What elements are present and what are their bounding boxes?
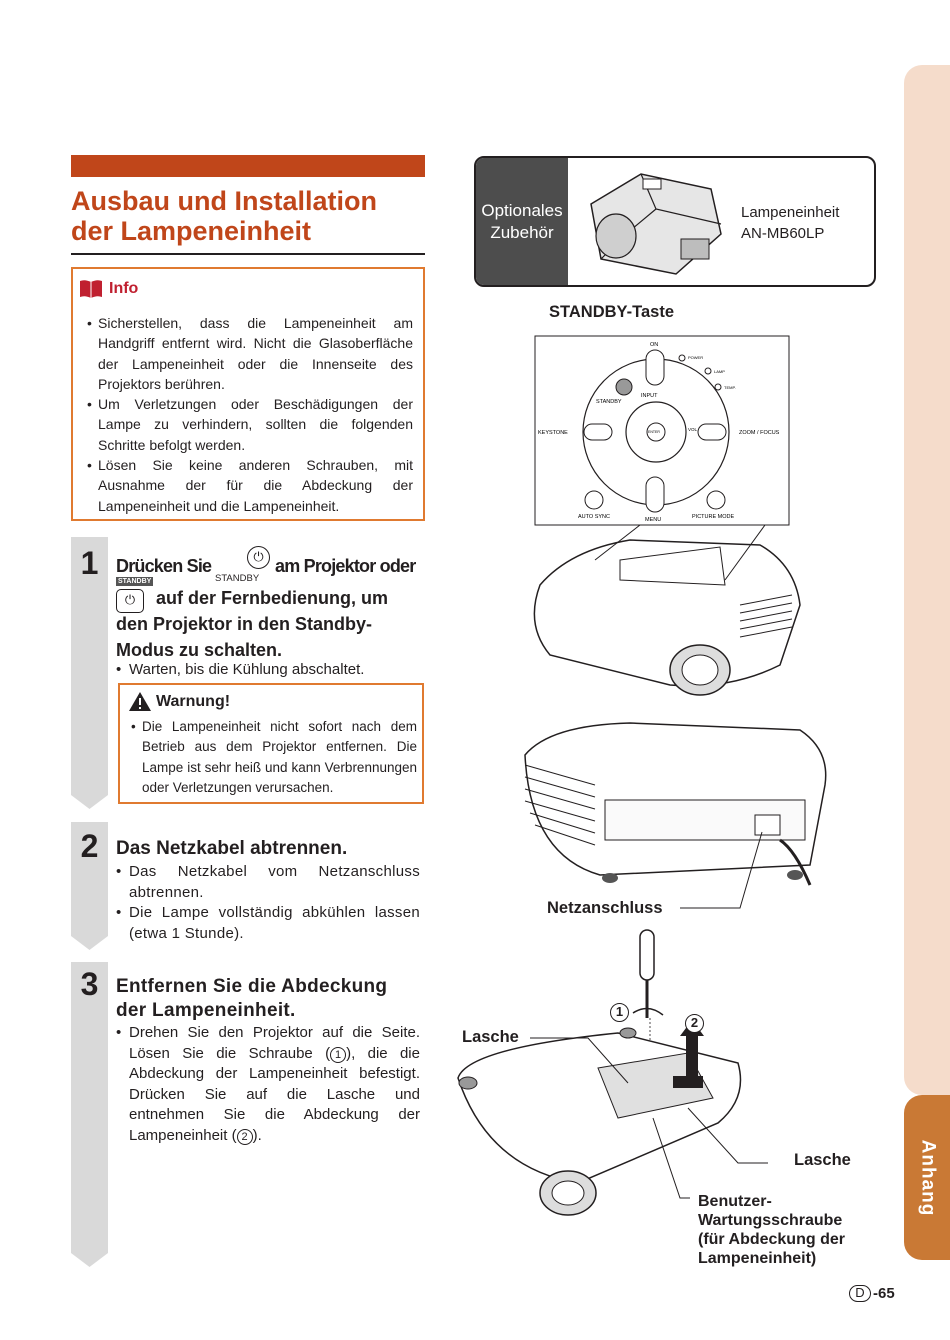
side-tab-label-wrap — [904, 1095, 950, 1260]
info-bullet: • Sicherstellen, dass die Lampeneinheit am Handgriff entfernt wird. Nicht die Glasoberfläche der Lampeneinheit oder die Innenseite des Projektors berühren. — [87, 313, 413, 394]
panel-autosync-label: AUTO SYNC — [578, 514, 610, 520]
step-3-number: 3 — [80, 966, 99, 1002]
warning-box — [118, 683, 424, 804]
step-2-bullet: • Das Netzkabel vom Netzanschluss abtrennen. — [116, 862, 420, 903]
warning-text — [131, 717, 417, 798]
panel-menu-label: MENU — [645, 517, 662, 523]
title-rule — [71, 253, 425, 255]
standby-tag: STANDBY — [118, 578, 152, 585]
step-1-bullet: • Warten, bis die Kühlung abschaltet. — [116, 660, 420, 681]
lamp-unit-image — [581, 164, 731, 282]
accessory-label: Optionales Zubehör — [481, 200, 563, 242]
circled-number: 1 — [330, 1047, 346, 1063]
step-2-bullet: • Die Lampe vollständig abkühlen lassen (etwa 1 Stunde). — [116, 903, 420, 944]
netzanschluss-label: Netzanschluss — [547, 899, 663, 917]
callout-number: 1 — [610, 1003, 629, 1022]
panel-keystone-label: KEYSTONE — [538, 430, 568, 436]
step-3-text-c: ). — [252, 1126, 262, 1144]
standby-caption: STANDBY — [215, 573, 260, 584]
step-3-bar — [71, 962, 108, 1267]
accessory-model: AN-MB60LP — [741, 225, 825, 242]
step-1-heading-b: am Projektor oder — [275, 556, 416, 576]
accessory-label-panel — [476, 158, 568, 285]
warning-header — [128, 691, 230, 712]
step-1-heading-c: auf der Fernbedienung, um den Projektor in den Standby-Modus zu schalten. — [116, 588, 389, 660]
callout-number: 2 — [685, 1014, 704, 1033]
page-number — [849, 1285, 895, 1302]
step-3-heading: Entfernen Sie die Abdeckung der Lampeneinheit. — [116, 976, 388, 1021]
projector-rear-image — [510, 715, 840, 890]
step-3-text-a: Drehen Sie den Projektor auf die Seite. Lösen Sie die Schraube ( — [129, 1024, 420, 1062]
accessory-name: Lampeneinheit — [741, 204, 840, 221]
lasche-left-label: Lasche — [462, 1028, 519, 1046]
info-box — [71, 267, 425, 521]
panel-vol-label: VOL — [688, 427, 698, 432]
warning-bullet: • Die Lampeneinheit nicht sofort nach dem Betrieb aus dem Projektor entfernen. Die Lampe ist sehr heiß und kann Verbrennungen oder Verletzungen verursachen. — [131, 719, 417, 795]
page-num-value: -65 — [873, 1285, 895, 1302]
accessory-box — [474, 156, 876, 287]
step-3-text-b: ), die die Abdeckung der Lampeneinheit befestigt. Drücken Sie auf die Lasche und entnehmen Sie die Abdeckung der Lampeneinheit ( — [129, 1044, 420, 1144]
step-2-number: 2 — [80, 828, 99, 864]
panel-standby-label: STANDBY — [596, 399, 622, 405]
book-icon — [79, 279, 103, 299]
step-1-bullets — [116, 660, 420, 681]
step-3-bullets — [116, 1023, 420, 1146]
remote-standby-icon: ⏻ — [116, 589, 144, 613]
circled-number: 2 — [237, 1129, 253, 1145]
info-label: Info — [109, 280, 139, 297]
panel-lamp-label: LAMP — [714, 369, 725, 374]
panel-enter-label: ENTER — [648, 430, 660, 434]
projector-bottom-image — [448, 928, 768, 1218]
panel-on-label: ON — [650, 342, 659, 348]
step-1-number: 1 — [80, 545, 99, 581]
panel-power-label: POWER — [688, 355, 704, 360]
warning-bullet-text: Die Lampeneinheit nicht sofort nach dem Betrieb aus dem Projektor entfernen. Die Lampe ist sehr heiß und kann Verbrennungen oder Verletzungen verursachen. — [142, 719, 417, 795]
title-accent-bar — [71, 155, 425, 177]
info-bullet: • Lösen Sie keine anderen Schrauben, mit Ausnahme der für die Abdeckung der Lampeneinheit und die Lampeneinheit. — [87, 455, 413, 516]
info-header — [79, 279, 138, 299]
panel-zoom-label: ZOOM / FOCUS — [739, 430, 780, 436]
control-panel-diagram — [534, 335, 790, 526]
panel-picture-mode-label: PICTURE MODE — [692, 514, 735, 520]
projector-top-image — [510, 525, 810, 700]
lasche-right-label: Lasche — [794, 1151, 851, 1169]
standby-key-caption: STANDBY-Taste — [549, 303, 674, 321]
step-1-heading-a: Drücken Sie — [116, 556, 212, 576]
panel-input-label: INPUT — [641, 393, 658, 399]
side-tab-background — [904, 65, 950, 1095]
info-bullet: • Um Verletzungen oder Beschädigungen der Lampe zu verhindern, sollten die folgenden Schritte befolgt werden. — [87, 394, 413, 455]
warning-icon — [128, 691, 152, 712]
warning-label: Warnung! — [156, 692, 231, 710]
netzanschluss-leader — [680, 830, 770, 915]
page-title: Ausbau und Installation der Lampeneinheit — [71, 186, 378, 246]
step-2-heading: Das Netzkabel abtrennen. — [116, 838, 348, 859]
page-letter: D — [849, 1285, 871, 1302]
projector-standby-icon: ⏻ — [247, 546, 270, 569]
info-bullets — [87, 313, 413, 516]
accessory-desc — [741, 202, 839, 244]
step-2-bullets — [116, 862, 420, 944]
side-tab-label: Anhang — [917, 1139, 938, 1216]
screw-label: Benutzer- Wartungsschraube (für Abdeckung der Lampeneinheit) — [698, 1193, 845, 1267]
panel-temp-label: TEMP. — [724, 385, 736, 390]
step-3-bullet — [116, 1023, 420, 1146]
